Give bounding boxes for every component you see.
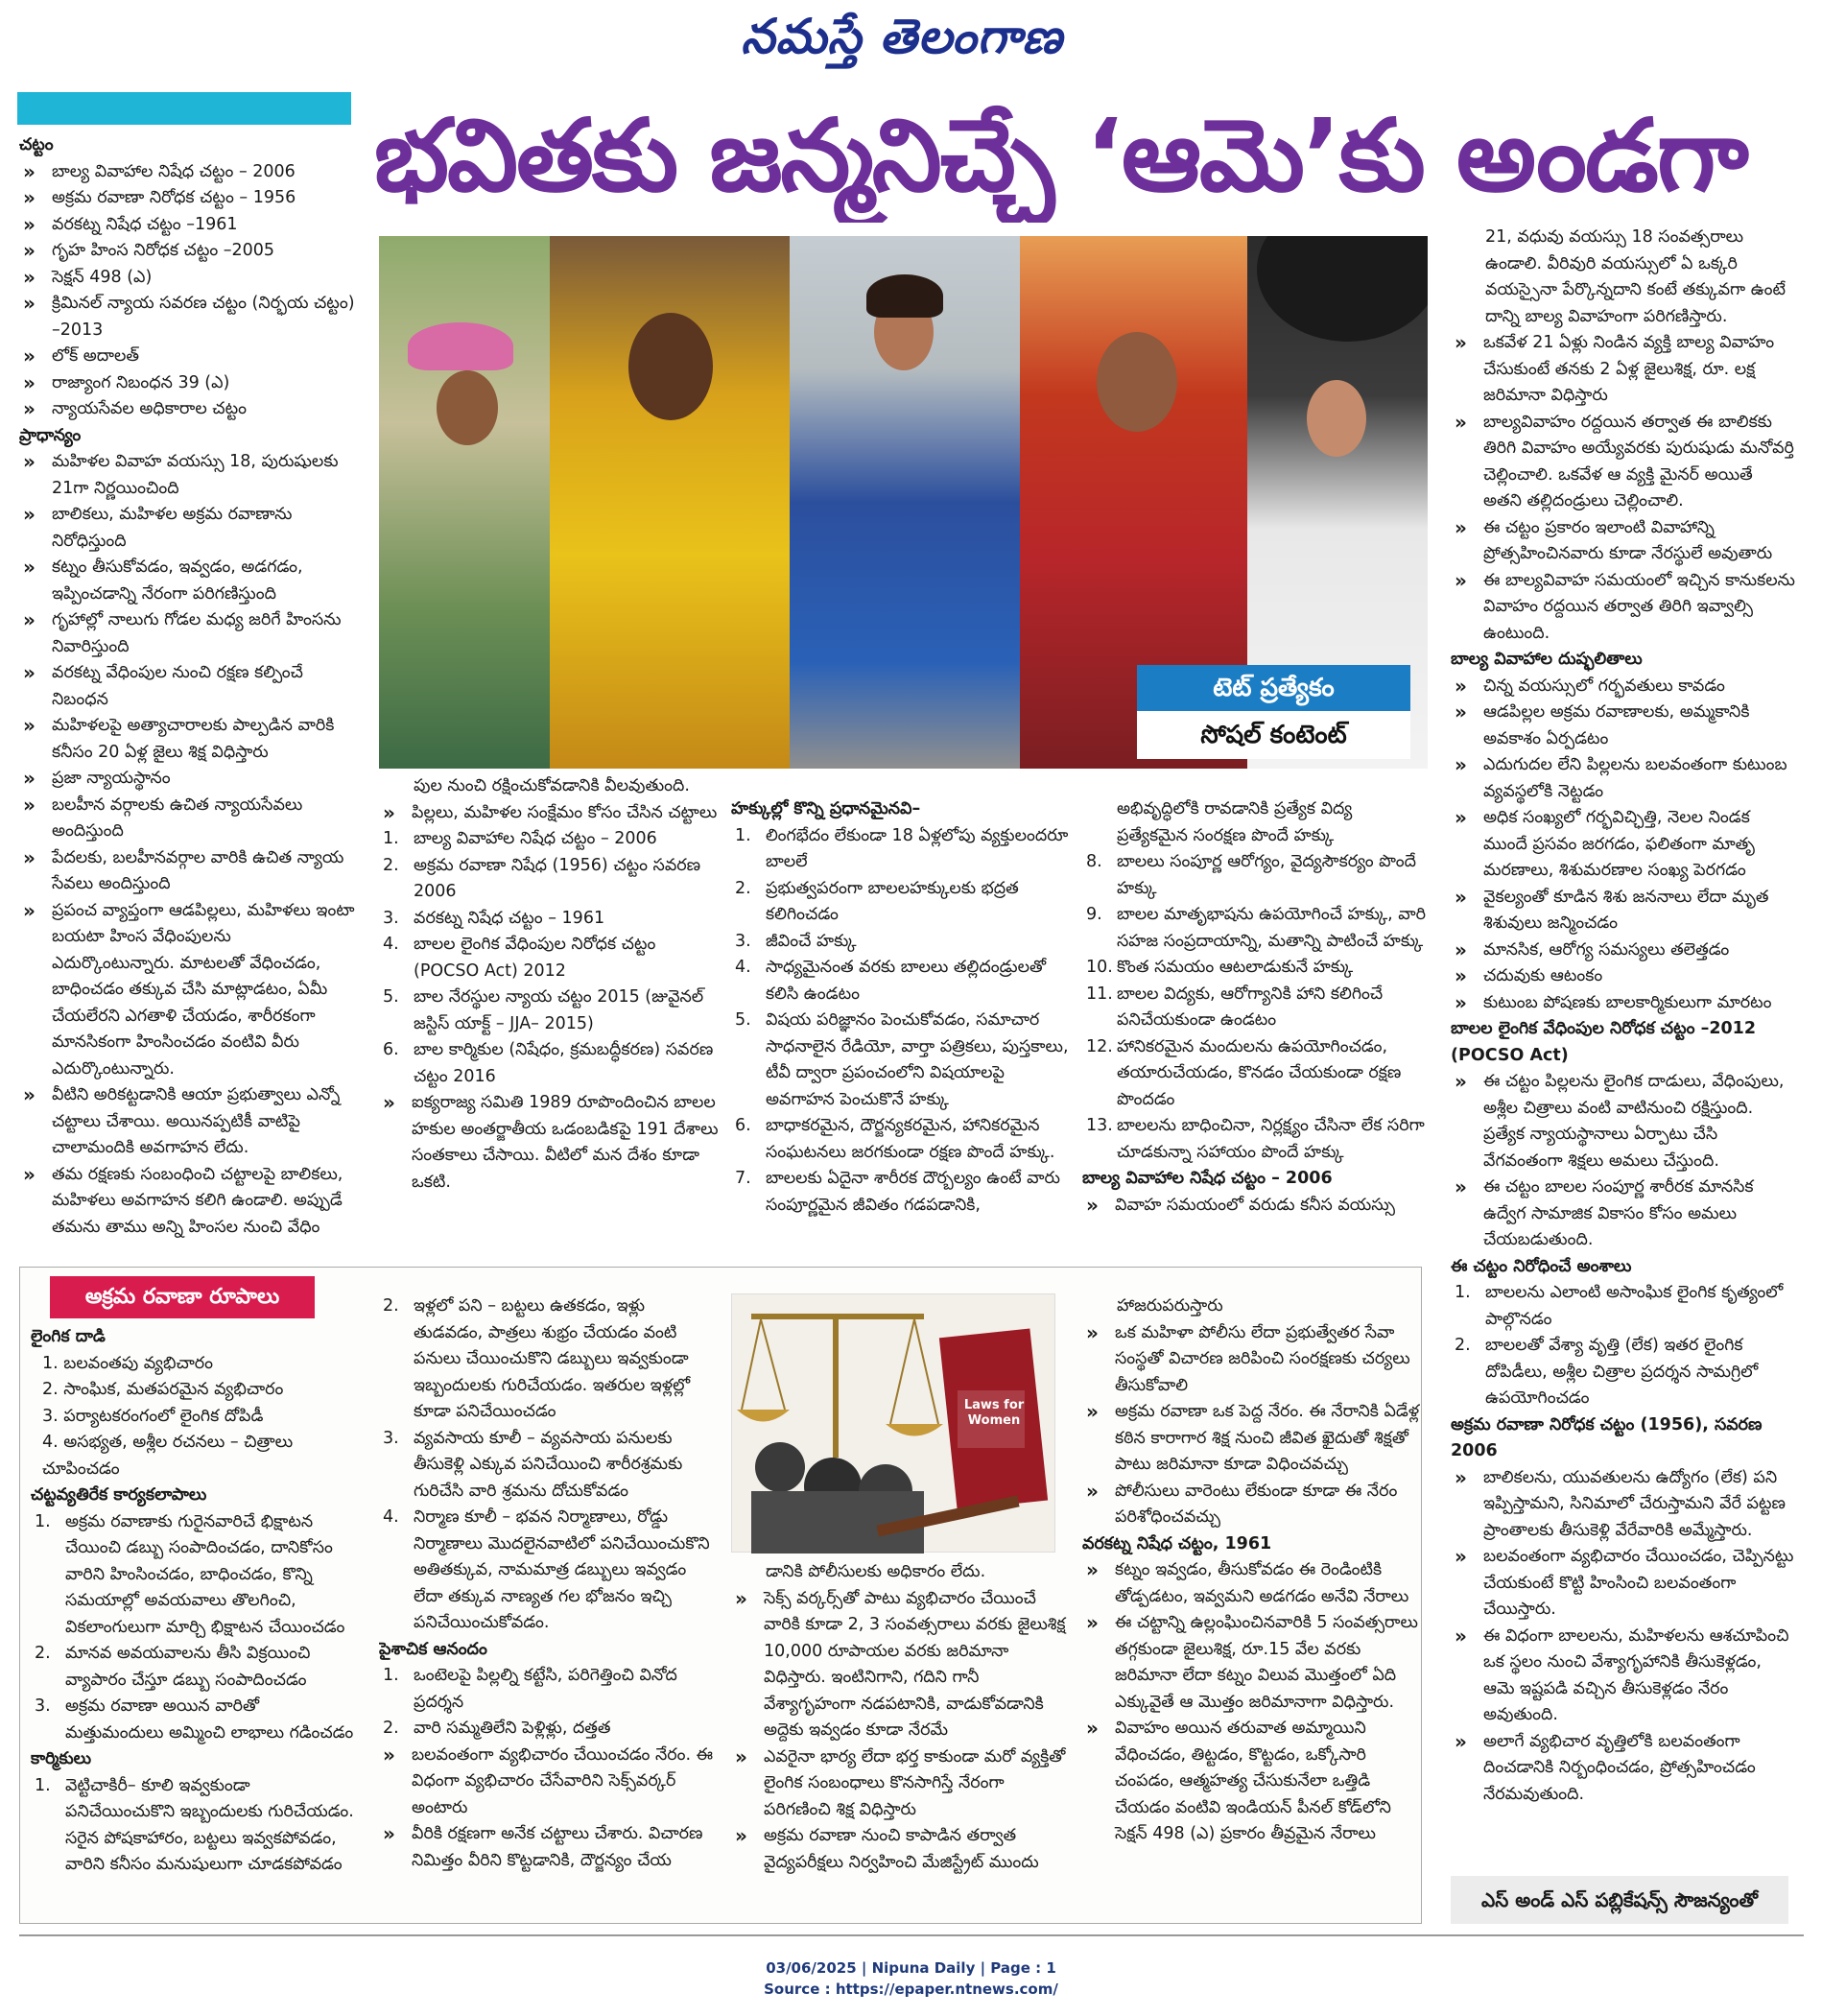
- right-item: [1082, 955, 1426, 982]
- right-item: [731, 929, 1069, 956]
- list-item: » రాజ్యాంగ నిబంధన 39 (ఎ): [19, 370, 355, 397]
- lower-column-1: [31, 1324, 357, 1919]
- act-item: [379, 853, 720, 906]
- list-item: » బాల్య వివాహాల నిషేధ చట్టం – 2006: [19, 159, 355, 186]
- list-item: » ఈ బాల్యవివాహ సమయంలో ఇచ్చిన కానుకలను వివాహం రద్దయిన తర్వాత తిరిగి ఇవ్వాల్సి ఉంటుంది.: [1451, 568, 1796, 648]
- right-item: [731, 955, 1069, 1008]
- list-item: » ఈ చట్టం ప్రకారం ఇలాంటి వివాహాన్ని ప్రోత్సహించినవారు కూడా నేరస్థులే అవుతారు: [1451, 515, 1796, 568]
- column-4: [1082, 796, 1426, 1257]
- right-number: 9.: [1086, 905, 1102, 924]
- item-text: వ్యవసాయ కూలీ – వ్యవసాయ పనులకు తీసుకెళ్లి ఎక్కువ పనిచేయించి శారీరశ్రమకు గురిచేసి వారి శ్రమను దోచుకోవడం: [414, 1428, 683, 1501]
- footer-divider: [19, 1934, 1804, 1936]
- right-text: కొంత సమయం ఆటలాడుకునే హక్కు: [1117, 958, 1354, 977]
- sadistic-pleasure-heading: పైశాచిక ఆనందం: [379, 1639, 487, 1659]
- book-title: Laws for Women: [963, 1398, 1025, 1428]
- list-item: » అక్రమ రవాణా ఒక పెద్ద నేరం. ఈ నేరానికి ఏడేళ్ల కఠిన కారాగార శిక్ష నుంచి జీవిత ఖైదుతో శిక్షతో పాటు జరిమానా కూడా విధించవచ్చు: [1082, 1399, 1420, 1479]
- labour-heading: కార్మికులు: [31, 1749, 92, 1768]
- item-number: 4.: [383, 1507, 399, 1527]
- list-item: 4. అసభ్యత, అశ్లీల రచనలు – చిత్రాలు చూపించడం: [42, 1433, 294, 1479]
- list-item: [31, 1773, 357, 1879]
- right-number: 13.: [1086, 1116, 1113, 1135]
- prevent-text: బాలలను ఎలాంటి అసాంఘిక లైంగిక కృత్యంలో పాల్గొనడం: [1485, 1283, 1784, 1329]
- photo-woman-2: [550, 236, 790, 769]
- item-number: 1.: [35, 1511, 51, 1531]
- list-item: » బలవంతంగా వ్యభిచారం చేయించడం నేరం. ఈ విధంగా వ్యభిచారం చేసేవారిని సెక్స్‌వర్కర్ అంటారు: [379, 1743, 715, 1822]
- list-item: [379, 1716, 715, 1743]
- list-item: » వివాహం అయిన తరువాత అమ్మాయిని వేధించడం, తిట్టడం, కొట్టడం, ఒక్కోసారి చంపడం, ఆత్మహత్య చేసుకునేలా ఒత్తిడి చేయడం వంటివి ఇండియన్ పీనల్ కోడ్‌లోని సెక్షన్ 498 (ఎ) ప్రకారం తీవ్రమైన నేరాలు: [1082, 1716, 1420, 1848]
- laws-heading: చట్టం: [19, 135, 54, 154]
- continued-text: డానికి పోలీసులకు అధికారం లేదు.: [766, 1562, 986, 1581]
- act-text: బాల్య వివాహాల నిషేధ చట్టం – 2006: [414, 829, 657, 848]
- right-number: 6.: [735, 1116, 751, 1135]
- act-text: అక్రమ రవాణా నిషేధ (1956) చట్టం సవరణ 2006: [414, 855, 701, 901]
- right-text: సాధ్యమైనంత వరకు బాలలు తల్లిదండ్రులతో కలిసి ఉండటం: [766, 958, 1047, 1004]
- prevent-item: [1451, 1280, 1796, 1333]
- column-5: [1451, 225, 1796, 1867]
- column-3: [731, 796, 1069, 1257]
- right-item: [731, 1166, 1069, 1219]
- item-number: 1.: [383, 1666, 399, 1685]
- list-item: » చదువుకు ఆటంకం: [1451, 963, 1796, 990]
- right-text: లింగభేదం లేకుండా 18 ఏళ్లలోపు వ్యక్తులందరూ బాలలే: [766, 825, 1069, 871]
- trafficking-act-heading: అక్రమ రవాణా నిరోధక చట్టం (1956), సవరణ 2006: [1451, 1414, 1763, 1460]
- act-item: [379, 906, 720, 933]
- list-item: » వైకల్యంతో కూడిన శిశు జననాలు లేదా మృత శిశువులు జన్మించడం: [1451, 885, 1796, 937]
- list-item: » కట్నం ఇవ్వడం, తీసుకోవడం ఈ రెండింటికి తోడ్పడటం, ఇవ్వమని అడగడం అనేవి నేరాలు: [1082, 1557, 1420, 1610]
- list-item: » వీరికి రక్షణగా అనేక చట్టాలు చేశారు. విచారణ నిమిత్తం వీరిని కొట్టడానికి, దౌర్జన్యం చేయ: [379, 1821, 715, 1874]
- column-2: [379, 773, 720, 1257]
- lower-column-4: [1082, 1293, 1420, 1919]
- list-item: » పోలీసులు వారెంటు లేకుండా కూడా ఈ నేరం పరిశోధించవచ్చు: [1082, 1479, 1420, 1531]
- social-content-tag: సోషల్ కంటెంట్: [1137, 711, 1410, 759]
- list-item: » ప్రపంచ వ్యాప్తంగా ఆడపిల్లలు, మహిళలు ఇంటా బయటా హింస వేధింపులను ఎదుర్కొంటున్నారు. మాటలతో వేధించడం, బాధించడం తక్కువ చేసి మాట్లాడటం, ఏమీ చేయలేరని ఎగతాళి చేయడం, శారీరకంగా మానసికంగా హింసించడం వంటివి వీరు ఎదుర్కొంటున్నారు.: [19, 898, 355, 1083]
- list-item: [379, 1426, 715, 1506]
- right-number: 1.: [735, 825, 751, 845]
- right-item: [1082, 1113, 1426, 1166]
- pocso-heading: బాలల లైంగిక వేధింపుల నిరోధక చట్టం –2012 (POCSO Act): [1451, 1019, 1757, 1065]
- list-item: » మహిళల వివాహ వయస్సు 18, పురుషులకు 21గా నిర్ణయించింది: [19, 449, 355, 502]
- list-item: [379, 1505, 715, 1637]
- right-text: ప్రభుత్వపరంగా బాలలహక్కులకు భద్రత కలిగించడం: [766, 878, 1019, 924]
- list-item: [379, 1663, 715, 1716]
- right-number: 4.: [735, 958, 751, 977]
- page-headline: భవితకు జన్మనిచ్చే ‘ఆమె’కు అండగా: [374, 97, 1747, 214]
- right-number: 8.: [1086, 852, 1102, 871]
- list-item: » వివాహ సమయంలో వరుడు కనీస వయస్సు: [1082, 1193, 1426, 1220]
- right-item: [1082, 849, 1426, 902]
- act-item: [379, 932, 720, 984]
- list-item: » సెక్షన్ 498 (ఎ): [19, 265, 355, 292]
- right-text: హానికరమైన మందులను ఉపయోగించడం, తయారుచేయడం, కొనడం చేయకుండా రక్షణ పొందడం: [1117, 1036, 1402, 1109]
- footer: [0, 1957, 1822, 2000]
- item-text: ఇళ్లలో పని – బట్టలు ఉతకడం, ఇళ్లు తుడవడం, పాత్రలు శుభ్రం చేయడం వంటి పనులు చేయించుకొని డబ్బులు ఇవ్వకుండా ఇబ్బందులకు గురిచేయడం. ఇతరుల ఇళ్లల్లో కూడా పనిచేయించడం: [414, 1296, 691, 1421]
- item-text: వెట్టిచాకిరీ– కూలి ఇవ్వకుండా పనిచేయించుకొని ఇబ్బందులకు గురిచేయడం. సరైన పోషకాహారం, బట్టలు ఇవ్వకపోవడం, వారిని కనీసం మనుషులుగా చూడకపోవడం: [65, 1775, 354, 1874]
- right-number: 12.: [1086, 1036, 1113, 1056]
- right-number: 3.: [735, 931, 751, 951]
- list-item: » తమ రక్షణకు సంబంధించి చట్టాలపై బాలికలు, మహిళలు అవగాహన కలిగి ఉండాలి. అప్పుడే తమను తాము అన్ని హింసల నుంచి వేధిం: [19, 1162, 355, 1242]
- list-item: [31, 1509, 357, 1642]
- continued-text: హాజరుపరుస్తారు: [1117, 1296, 1223, 1316]
- right-text: విషయ పరిజ్ఞానం పెంచుకోవడం, సమాచార సాధనాలైన రేడియో, వార్తా పత్రికలు, పుస్తకాలు, టీవీ ద్వారా ప్రపంచంలోని విషయాలపై అవగాహన పెంచుకొనే హక్కు: [766, 1010, 1069, 1109]
- act-number: 5.: [383, 987, 399, 1007]
- item-text: నిర్మాణ కూలీ – భవన నిర్మాణాలు, రోడ్డు నిర్మాణాలు మొదలైనవాటిలో పనిచేయించుకొని అతితక్కువ, నామమాత్ర డబ్బులు ఇవ్వడం లేదా తక్కువ నాణ్యత గల భోజనం ఇచ్చి పనిచేయించుకోవడం.: [414, 1507, 710, 1632]
- right-number: 10.: [1086, 958, 1113, 977]
- rights-heading: హక్కుల్లో కొన్ని ప్రధానమైనవి–: [731, 799, 921, 818]
- item-text: అక్రమ రవాణా అయిన వారితో మత్తుమందులు అమ్మించి లాభాలు గడించడం: [65, 1696, 354, 1743]
- masthead-logo: నమస్తే తెలంగాణ: [741, 8, 1063, 64]
- trafficking-forms-tab: అక్రమ రవాణా రూపాలు: [50, 1276, 315, 1318]
- act-number: 2.: [383, 855, 399, 875]
- act-number: 4.: [383, 935, 399, 954]
- item-number: 3.: [35, 1696, 51, 1716]
- list-item: » మహిళలపై అత్యాచారాలకు పాల్పడిన వారికి కనీసం 20 ఏళ్ల జైలు శిక్ష విధిస్తారు: [19, 713, 355, 766]
- sexual-abuse-heading: లైంగిక దాడి: [31, 1327, 106, 1346]
- act-item: [379, 1037, 720, 1090]
- list-item: » చిన్న వయస్సులో గర్భవతులు కావడం: [1451, 674, 1796, 700]
- photo-woman-3: [790, 236, 1020, 769]
- act-item: [379, 826, 720, 853]
- right-text: జీవించే హక్కు: [766, 931, 857, 951]
- list-item: » ఈ చట్టాన్ని ఉల్లంఘించినవారికి 5 సంవత్సరాలు తగ్గకుండా జైలుశిక్ష, రూ.15 వేల వరకు జరిమానా లేదా కట్నం విలువ మొత్తంలో ఏది ఎక్కువైతే ఆ మొత్తం జరిమానాగా విధిస్తారు.: [1082, 1610, 1420, 1716]
- list-item: » వరకట్న వేధింపుల నుంచి రక్షణ కల్పించే నిబంధన: [19, 660, 355, 713]
- right-item: [1082, 902, 1426, 955]
- list-item: » ఆడపిల్లల అక్రమ రవాణాలకు, అమ్మకానికి అవకాశం ఏర్పడటం: [1451, 700, 1796, 752]
- list-item: » గృహాల్లో నాలుగు గోడల మధ్య జరిగే హింసను నివారిస్తుంది: [19, 607, 355, 660]
- act-text: బాల కార్మికుల (నిషేధం, క్రమబద్ధీకరణ) సవరణ చట్టం 2016: [414, 1040, 714, 1086]
- item-number: 2.: [383, 1296, 399, 1316]
- dowry-act-heading: వరకట్న నిషేధ చట్టం, 1961: [1082, 1533, 1272, 1554]
- list-item: » బాల్యవివాహం రద్దయిన తర్వాత ఈ బాలికకు తిరిగి వివాహం అయ్యేవరకు పురుషుడు మనోవర్తి చెల్లించాలి. ఒకవేళ ఆ వ్యక్తి మైనర్ అయితే అతని తల్లిదండ్రులు చెల్లించాలి.: [1451, 410, 1796, 515]
- list-item: [31, 1641, 357, 1694]
- list-item: » ఎదుగుదల లేని పిల్లలను బలవంతంగా కుటుంబ వ్యవస్థలోకి నెట్టడం: [1451, 752, 1796, 805]
- act-item: [379, 984, 720, 1037]
- list-item: 2. సాంఘిక, మతపరమైన వ్యభిచారం: [42, 1380, 284, 1399]
- effects-heading: బాల్య వివాహాల దుష్ఫలితాలు: [1451, 650, 1643, 669]
- list-item: » వీటిని అరికట్టడానికి ఆయా ప్రభుత్వాలు ఎన్నో చట్టాలు చేశాయి. అయినప్పటికీ వాటిపై చాలామందికి అవగాహన లేదు.: [19, 1082, 355, 1162]
- right-item: [731, 876, 1069, 929]
- item-text: ఒంటెలపై పిల్లల్ని కట్టేసి, పరిగెత్తించి వినోద ప్రదర్శన: [414, 1666, 677, 1712]
- right-text: బాలలకు ఏదైనా శారీరక దౌర్బల్యం ఉంటే వారు సంపూర్ణమైన జీవితం గడపడానికి,: [766, 1169, 1060, 1215]
- act-number: 1.: [383, 829, 399, 848]
- item-number: 1.: [35, 1775, 51, 1795]
- list-item: » ఒకవేళ 21 ఏళ్లు నిండిన వ్యక్తి బాల్య వివాహం చేసుకుంటే తనకు 2 ఏళ్ల జైలుశిక్ష, రూ. లక్ష జరిమానా విధిస్తారు: [1451, 330, 1796, 410]
- tet-special-tag: టెట్ ప్రత్యేకం: [1137, 665, 1410, 711]
- lower-column-3: [731, 1559, 1069, 1919]
- list-item: » ఒక మహిళా పోలీసు లేదా ప్రభుత్వేతర సేవా సంస్థతో విచారణ జరిపించి సంరక్షణకు చర్యలు తీసుకోవాలి: [1082, 1320, 1420, 1400]
- list-item: » అక్రమ రవాణా నుంచి కాపాడిన తర్వాత వైద్యపరీక్షలు నిర్వహించి మేజిస్ట్రేట్ ముందు: [731, 1823, 1069, 1876]
- list-item: » బలవంతంగా వ్యభిచారం చేయించడం, చెప్పినట్టు చేయకుంటే కొట్టి హింసించి బలవంతంగా చేయిస్తారు.: [1451, 1544, 1796, 1624]
- footer-source-link[interactable]: Source : https://epaper.ntnews.com/: [764, 1980, 1058, 1998]
- justice-illustration: [731, 1293, 1055, 1553]
- list-item: » సెక్స్ వర్కర్స్‌తో పాటు వ్యభిచారం చేయించే వారికి కూడా 2, 3 సంవత్సరాలు వరకు జైలుశిక్ష 10,000 రూపాయల వరకు జరిమానా విధిస్తారు. ఇంటినిగాని, గదిని గానీ వేశ్యాగృహంగా నడపటానికి, వాడుకోవడానికి అద్దెకు ఇవ్వడం కూడా నేరమే: [731, 1586, 1069, 1744]
- right-text: బాలలను బాధించినా, నిర్లక్ష్యం చేసినా లేక సరిగా చూడకున్నా సహాయం పొందే హక్కు: [1117, 1116, 1425, 1162]
- prevent-item: [1451, 1333, 1796, 1412]
- list-item: » లోక్ అదాలత్: [19, 344, 355, 370]
- right-text: బాలలు సంపూర్ణ ఆరోగ్యం, వైద్యసౌకర్యం పొందే హక్కు: [1117, 852, 1417, 898]
- lower-column-2: [379, 1293, 715, 1919]
- list-item: » ఈ విధంగా బాలలను, మహిళలను ఆశచూపించి ఒక స్థలం నుంచి వేశ్యాగృహానికి తీసుకెళ్లడం, ఆమె ఇష్టపడి వచ్చిన తీసుకెళ్లడం నేరం అవుతుంది.: [1451, 1624, 1796, 1729]
- item-text: మానవ అవయవాలను తీసి విక్రయించి వ్యాపారం చేస్తూ డబ్బు సంపాదించడం: [65, 1644, 311, 1690]
- list-item: [31, 1694, 357, 1746]
- photo-woman-1: [379, 236, 550, 769]
- item-number: 2.: [35, 1644, 51, 1663]
- list-item: » అలాగే వ్యభిచార వృత్తిలోకి బలవంతంగా దించడానికి నిర్బంధించడం, ప్రోత్సహించడం నేరమవుతుంది.: [1451, 1729, 1796, 1809]
- act-text: బాల నేరస్థుల న్యాయ చట్టం 2015 (జువైనల్ జస్టిస్ యాక్ట్ – JJA– 2015): [414, 987, 704, 1033]
- list-item: » అధిక సంఖ్యలో గర్భవిచ్ఛిత్తి, నెలల నిండక ముందే ప్రసవం జరగడం, ఫలితంగా మాతృ మరణాలు, శిశుమరణాల సంఖ్య పెరగడం: [1451, 805, 1796, 885]
- list-item: » బలహీన వర్గాలకు ఉచిత న్యాయసేవలు అందిస్తుంది: [19, 793, 355, 845]
- importance-heading: ప్రాధాన్యం: [19, 425, 82, 445]
- list-item: 1. బలవంతపు వ్యభిచారం: [42, 1353, 214, 1373]
- continued-text: 21, వధువు వయస్సు 18 సంవత్సరాలు ఉండాలి. వీరివురి వయస్సులో ఏ ఒక్కరి వయస్సైనా పేర్కొన్నదాని కంటే తక్కువగా ఉంటే దాన్ని బాల్య వివాహంగా పరిగణిస్తారు.: [1485, 227, 1787, 326]
- item-number: 2.: [383, 1719, 399, 1738]
- prevents-heading: ఈ చట్టం నిరోధించే అంశాలు: [1451, 1256, 1632, 1276]
- credit-box: ఎస్ అండ్ ఎస్ పబ్లికేషన్స్ సౌజన్యంతో: [1451, 1876, 1788, 1924]
- illegal-activities-heading: చట్టవ్యతిరేక కార్యకలాపాలు: [31, 1485, 207, 1505]
- act-text: వరకట్న నిషేధ చట్టం – 1961: [414, 908, 605, 928]
- right-number: 2.: [735, 878, 751, 898]
- section-tab-strip: [17, 92, 351, 125]
- list-item: » మానసిక, ఆరోగ్య సమస్యలు తలెత్తడం: [1451, 937, 1796, 964]
- right-item: [731, 1113, 1069, 1166]
- list-item: » ఎవరైనా భార్య లేదా భర్త కాకుండా మరో వ్యక్తితో లైంగిక సంబంధాలు కొనసాగిస్తే నేరంగా పరిగణించి శిక్ష విధిస్తారు: [731, 1744, 1069, 1824]
- act-number: 6.: [383, 1040, 399, 1059]
- list-item: » పేదలకు, బలహీనవర్గాల వారికి ఉచిత న్యాయ సేవలు అందిస్తుంది: [19, 845, 355, 898]
- prevent-number: 2.: [1455, 1336, 1471, 1355]
- act-text: బాలల లైంగిక వేధింపుల నిరోధక చట్టం (POCSO Act) 2012: [414, 935, 656, 981]
- list-item: » బాలికలను, యువతులను ఉద్యోగం (లేక) పని ఇప్పిస్తామని, సినిమాలో చేరుస్తామని వేరే పట్టణ ప్రాంతాలకు తీసుకెళ్లి వేరేవారికి అమ్మేస్తారు.: [1451, 1465, 1796, 1545]
- list-item: » న్యాయసేవల అధికారాల చట్టం: [19, 396, 355, 423]
- continued-text: అభివృద్ధిలోకి రావడానికి ప్రత్యేక విద్య ప్రత్యేకమైన సంరక్షణ పొందే హక్కు: [1117, 799, 1353, 845]
- list-item: [379, 1293, 715, 1426]
- right-text: బాలల మాతృభాషను ఉపయోగించే హక్కు, వారి సహజ సంప్రదాయాన్ని, మతాన్ని పాటించే హక్కు: [1117, 905, 1426, 951]
- right-item: [731, 1008, 1069, 1113]
- list-item: » పిల్లలు, మహిళల సంక్షేమం కోసం చేసిన చట్టాలు: [379, 800, 720, 827]
- right-text: బాలల విద్యకు, ఆరోగ్యానికి హాని కలిగించే పనిచేయకుండా ఉండటం: [1117, 984, 1384, 1030]
- column-1: [19, 132, 355, 1255]
- right-item: [1082, 1034, 1426, 1114]
- item-number: 3.: [383, 1428, 399, 1448]
- list-item: » ప్రజా న్యాయస్థానం: [19, 766, 355, 793]
- child-marriage-act-heading: బాల్య వివాహాల నిషేధ చట్టం – 2006: [1082, 1169, 1333, 1188]
- list-item: » అక్రమ రవాణా నిరోధక చట్టం – 1956: [19, 185, 355, 212]
- item-text: అక్రమ రవాణాకు గురైనవారిచే భిక్షాటన చేయించి డబ్బు సంపాదించడం, దానికోసం వారిని హింసించడం, బాధించడం, కొన్ని సమయాల్లో అవయవాలు తొలగించి, వికలాంగులుగా మార్చి భిక్షాటన చేయించడం: [65, 1511, 345, 1637]
- list-item: » వరకట్న నిషేధ చట్టం –1961: [19, 212, 355, 239]
- list-item: » ఈ చట్టం పిల్లలను లైంగిక దాడులు, వేధింపులు, అశ్లీల చిత్రాలు వంటి వాటినుంచి రక్షిస్తుంది. ప్రత్యేక న్యాయస్థానాలు ఏర్పాటు చేసి వేగవంతంగా శిక్షలు అమలు చేస్తుంది.: [1451, 1069, 1796, 1174]
- list-item: » ఈ చట్టం బాలల సంపూర్ణ శారీరక మానసిక ఉద్వేగ సామాజిక వికాసం కోసం అమలు చేయబడుతుంది.: [1451, 1174, 1796, 1254]
- right-item: [1082, 982, 1426, 1034]
- right-number: 7.: [735, 1169, 751, 1188]
- right-item: [731, 823, 1069, 876]
- list-item: » కుటుంబ పోషణకు బాలకార్మికులుగా మారటం: [1451, 990, 1796, 1017]
- prevent-number: 1.: [1455, 1283, 1471, 1302]
- right-text: బాధాకరమైన, దౌర్జన్యకరమైన, హానికరమైన సంఘటనలు జరగకుండా రక్షణ పొందే హక్కు.: [766, 1116, 1055, 1162]
- continued-text: పుల నుంచి రక్షించుకోవడానికి వీలవుతుంది.: [414, 776, 690, 795]
- list-item: » కట్నం తీసుకోవడం, ఇవ్వడం, అడగడం, ఇప్పించడాన్ని నేరంగా పరిగణిస్తుంది: [19, 555, 355, 607]
- prevent-text: బాలలతో వేశ్యా వృత్తి (లేక) ఇతర లైంగిక దోపిడీలు, అశ్లీల చిత్రాల ప్రదర్శన సామగ్రిలో ఉపయోగించడం: [1485, 1336, 1759, 1408]
- list-item: » గృహ హింస నిరోధక చట్టం –2005: [19, 238, 355, 265]
- list-item: » బాలికలు, మహిళల అక్రమ రవాణాను నిరోధిస్తుంది: [19, 502, 355, 555]
- list-item: 3. పర్యాటకరంగంలో లైంగిక దోపిడీ: [42, 1406, 264, 1426]
- right-number: 5.: [735, 1010, 751, 1030]
- act-number: 3.: [383, 908, 399, 928]
- right-number: 11.: [1086, 984, 1113, 1004]
- list-item: » క్రిమినల్ న్యాయ సవరణ చట్టం (నిర్భయ చట్టం) –2013: [19, 291, 355, 344]
- footer-date-page: 03/06/2025 | Nipuna Daily | Page : 1: [766, 1959, 1056, 1977]
- list-item: » ఐక్యరాజ్య సమితి 1989 రూపొందించిన బాలల హకుల అంతర్జాతీయ ఒడంబడికపై 191 దేశాలు సంతకాలు చేసాయి. వీటిలో మన దేశం కూడా ఒకటి.: [379, 1090, 720, 1196]
- item-text: వారి సమ్మతిలేని పెళ్లిళ్లు, దత్తత: [414, 1719, 611, 1738]
